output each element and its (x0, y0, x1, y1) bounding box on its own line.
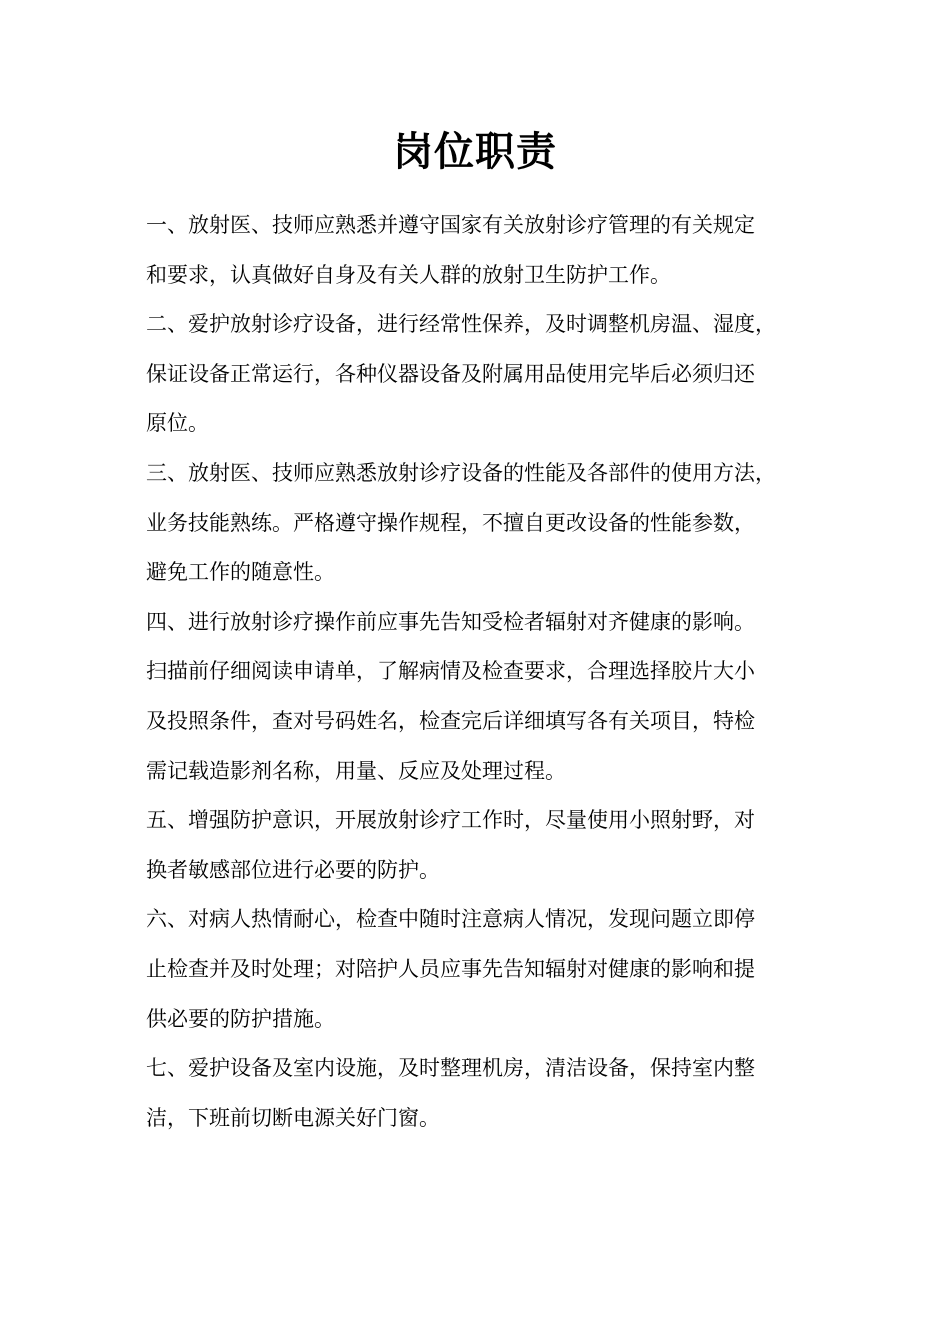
text-line-15: 六、对病人热情耐心，检查中随时注意病人情况，发现问题立即停 (146, 907, 755, 932)
page-title: 岗位职责 (393, 128, 557, 175)
text-line-8: 避免工作的随意性。 (146, 560, 335, 585)
text-line-6: 三、放射医、技师应熟悉放射诊疗设备的性能及各部件的使用方法， (146, 460, 776, 485)
text-line-11: 及投照条件，查对号码姓名，检查完后详细填写各有关项目，特检 (146, 708, 755, 733)
text-line-2: 和要求，认真做好自身及有关人群的放射卫生防护工作。 (146, 262, 671, 287)
text-line-17: 供必要的防护措施。 (146, 1006, 335, 1031)
text-line-10: 扫描前仔细阅读申请单，了解病情及检查要求，合理选择胶片大小 (146, 659, 755, 684)
text-line-18: 七、爱护设备及室内设施，及时整理机房，清洁设备，保持室内整 (146, 1056, 755, 1081)
text-line-19: 洁，下班前切断电源关好门窗。 (146, 1105, 440, 1130)
text-line-9: 四、进行放射诊疗操作前应事先告知受检者辐射对齐健康的影响。 (146, 609, 755, 634)
text-line-4: 保证设备正常运行，各种仪器设备及附属用品使用完毕后必须归还 (146, 361, 755, 386)
text-line-12: 需记载造影剂名称，用量、反应及处理过程。 (146, 758, 566, 783)
text-line-5: 原位。 (146, 411, 209, 436)
text-line-13: 五、增强防护意识，开展放射诊疗工作时，尽量使用小照射野，对 (146, 808, 755, 833)
text-line-7: 业务技能熟练。严格遵守操作规程，不擅自更改设备的性能参数， (146, 510, 755, 535)
text-line-16: 止检查并及时处理；对陪护人员应事先告知辐射对健康的影响和提 (146, 956, 755, 981)
text-line-1: 一、放射医、技师应熟悉并遵守国家有关放射诊疗管理的有关规定 (146, 213, 755, 237)
document-body (146, 201, 836, 1143)
text-line-14: 换者敏感部位进行必要的防护。 (146, 857, 440, 882)
text-line-3: 二、爱护放射诊疗设备，进行经常性保养，及时调整机房温、湿度， (146, 312, 776, 337)
